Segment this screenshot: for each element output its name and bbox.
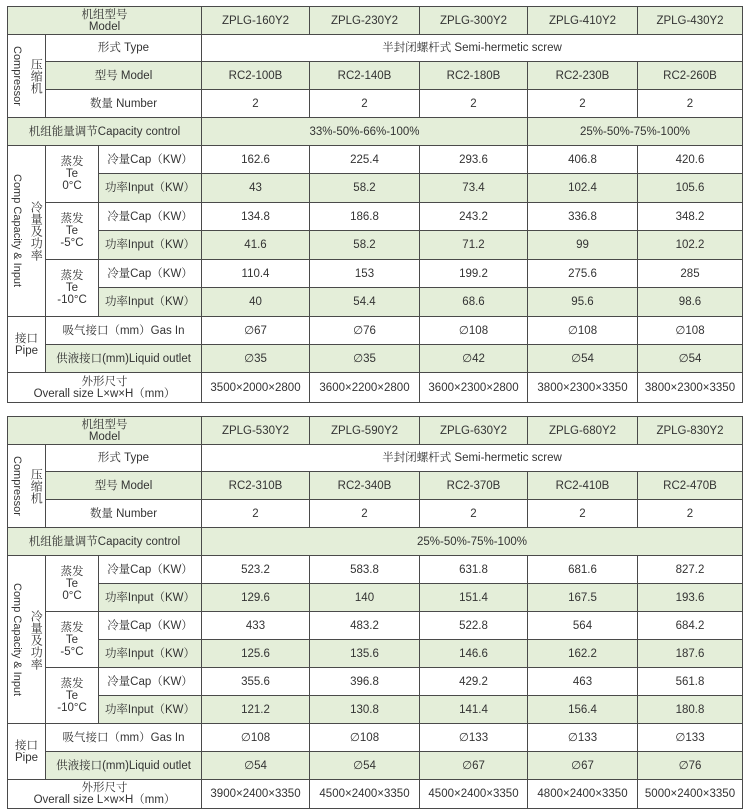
cap-cell: 463 (528, 668, 638, 696)
input-cell: 125.6 (202, 640, 310, 668)
evap-label: 蒸发 (60, 565, 84, 578)
evap-temp-cell (46, 668, 99, 724)
te-label: Te (65, 168, 79, 180)
te-label: Te (65, 633, 79, 646)
input-cell: 180.8 (638, 696, 743, 724)
comp-model-cell: RC2-370B (420, 472, 528, 500)
compressor-group (8, 445, 46, 528)
cap-cell: 564 (528, 612, 638, 640)
gas-in-label: 吸气接口（mm）Gas In (46, 317, 202, 345)
input-cell: 54.4 (310, 288, 420, 317)
model-header (8, 7, 202, 35)
comp-capacity-label-en: Comp Capacity & Input (10, 582, 23, 697)
comp-model-label: 型号 Model (46, 62, 202, 90)
cap-cell: 336.8 (528, 203, 638, 231)
input-cell: 58.2 (310, 174, 420, 203)
cap-cell: 285 (638, 260, 743, 288)
compressor-label-en: Compressor (10, 456, 23, 516)
cap-cell: 631.8 (420, 556, 528, 584)
input-label: 功率Input（KW） (99, 640, 202, 668)
pipe-label-cn: 接口 (15, 332, 38, 345)
evap-temp-cell (46, 203, 99, 260)
cap-cell: 681.6 (528, 556, 638, 584)
compressor-label-en: Compressor (10, 46, 23, 106)
cap-cell: 348.2 (638, 203, 743, 231)
liquid-out-cell: ∅54 (528, 345, 638, 373)
size-cell: 3800×2300×3350 (638, 373, 743, 403)
input-cell: 193.6 (638, 584, 743, 612)
perf-input-row (8, 174, 743, 203)
capacity-control-label: 机组能量调节Capacity control (8, 528, 202, 556)
cap-cell: 433 (202, 612, 310, 640)
input-cell: 102.2 (638, 231, 743, 260)
gas-in-cell: ∅108 (202, 724, 310, 752)
capacity-control-label: 机组能量调节Capacity control (8, 118, 202, 146)
size-label (8, 780, 202, 809)
liquid-out-row (8, 345, 743, 373)
cap-cell: 162.6 (202, 146, 310, 174)
size-cell: 3800×2300×3350 (528, 373, 638, 403)
number-cell: 2 (202, 500, 310, 528)
size-label-en: Overall size L×w×H（mm） (33, 794, 176, 806)
model-cell: ZPLG-410Y2 (528, 7, 638, 35)
number-row (8, 500, 743, 528)
cap-cell: 134.8 (202, 203, 310, 231)
number-cell: 2 (420, 500, 528, 528)
model-cell: ZPLG-230Y2 (310, 7, 420, 35)
model-label-cn: 机组型号 (81, 8, 128, 21)
gas-in-row (8, 317, 743, 345)
input-label: 功率Input（KW） (99, 584, 202, 612)
liquid-out-label: 供液接口(mm)Liquid outlet (46, 752, 202, 780)
model-cell: ZPLG-830Y2 (638, 417, 743, 445)
cap-cell: 429.2 (420, 668, 528, 696)
model-cell: ZPLG-680Y2 (528, 417, 638, 445)
cap-cell: 523.2 (202, 556, 310, 584)
input-cell: 135.6 (310, 640, 420, 668)
number-cell: 2 (638, 90, 743, 118)
input-cell: 162.2 (528, 640, 638, 668)
evap-temp: -10°C (57, 294, 87, 306)
cap-label: 冷量Cap（KW） (99, 556, 202, 584)
gas-in-cell: ∅133 (638, 724, 743, 752)
pipe-label-cn: 接口 (15, 739, 38, 752)
input-cell: 102.4 (528, 174, 638, 203)
cap-label: 冷量Cap（KW） (99, 612, 202, 640)
cap-cell: 827.2 (638, 556, 743, 584)
evap-temp-cell (46, 260, 99, 317)
type-row (8, 445, 743, 472)
cap-cell: 293.6 (420, 146, 528, 174)
size-label (8, 373, 202, 403)
gas-in-cell: ∅133 (420, 724, 528, 752)
number-row (8, 90, 743, 118)
te-label: Te (65, 282, 79, 294)
perf-cap-row (8, 203, 743, 231)
cap-cell: 355.6 (202, 668, 310, 696)
model-cell: ZPLG-160Y2 (202, 7, 310, 35)
liquid-out-cell: ∅35 (310, 345, 420, 373)
spec-table-1 (7, 6, 743, 403)
evap-label: 蒸发 (60, 213, 84, 225)
input-cell: 68.6 (420, 288, 528, 317)
liquid-out-cell: ∅67 (528, 752, 638, 780)
cap-cell: 153 (310, 260, 420, 288)
gas-in-cell: ∅76 (310, 317, 420, 345)
liquid-out-cell: ∅54 (638, 345, 743, 373)
input-cell: 156.4 (528, 696, 638, 724)
comp-model-cell: RC2-410B (528, 472, 638, 500)
comp-model-cell: RC2-100B (202, 62, 310, 90)
input-cell: 130.8 (310, 696, 420, 724)
comp-capacity-group (8, 146, 46, 317)
comp-model-cell: RC2-470B (638, 472, 743, 500)
input-cell: 43 (202, 174, 310, 203)
number-cell: 2 (528, 90, 638, 118)
model-cell: ZPLG-630Y2 (420, 417, 528, 445)
cap-label: 冷量Cap（KW） (99, 146, 202, 174)
evap-temp-cell (46, 146, 99, 203)
perf-cap-row (8, 668, 743, 696)
pipe-label-en: Pipe (14, 344, 39, 357)
perf-input-row (8, 288, 743, 317)
te-label: Te (65, 225, 79, 237)
cap-cell: 396.8 (310, 668, 420, 696)
gas-in-cell: ∅108 (420, 317, 528, 345)
gas-in-cell: ∅67 (202, 317, 310, 345)
evap-temp-cell (46, 556, 99, 612)
number-cell: 2 (202, 90, 310, 118)
input-cell: 95.6 (528, 288, 638, 317)
comp-capacity-group (8, 556, 46, 724)
perf-input-row (8, 231, 743, 260)
size-cell: 4500×2400×3350 (420, 780, 528, 809)
perf-input-row (8, 584, 743, 612)
gas-in-cell: ∅133 (528, 724, 638, 752)
input-cell: 98.6 (638, 288, 743, 317)
input-cell: 187.6 (638, 640, 743, 668)
model-row (8, 7, 743, 35)
cap-label: 冷量Cap（KW） (99, 668, 202, 696)
capacity-control-row (8, 118, 743, 146)
input-label: 功率Input（KW） (99, 696, 202, 724)
evap-label: 蒸发 (60, 621, 84, 634)
input-cell: 151.4 (420, 584, 528, 612)
te-label: Te (65, 577, 79, 590)
capacity-control-value: 33%-50%-66%-100% (202, 118, 528, 146)
size-cell: 3900×2400×3350 (202, 780, 310, 809)
perf-cap-row (8, 612, 743, 640)
input-cell: 129.6 (202, 584, 310, 612)
number-label: 数量 Number (46, 500, 202, 528)
comp-model-cell: RC2-230B (528, 62, 638, 90)
model-header (8, 417, 202, 445)
liquid-out-cell: ∅42 (420, 345, 528, 373)
comp-model-cell: RC2-140B (310, 62, 420, 90)
cap-cell: 483.2 (310, 612, 420, 640)
comp-capacity-label-en: Comp Capacity & Input (10, 174, 23, 288)
input-cell: 146.6 (420, 640, 528, 668)
cap-cell: 583.8 (310, 556, 420, 584)
model-cell: ZPLG-430Y2 (638, 7, 743, 35)
comp-model-cell: RC2-310B (202, 472, 310, 500)
evap-temp: -5°C (60, 645, 84, 658)
comp-capacity-label-cn: 冷量及功率 (29, 201, 44, 261)
model-cell: ZPLG-300Y2 (420, 7, 528, 35)
cap-cell: 522.8 (420, 612, 528, 640)
cap-cell: 110.4 (202, 260, 310, 288)
cap-cell: 243.2 (420, 203, 528, 231)
te-label: Te (65, 689, 79, 702)
model-row (8, 417, 743, 445)
cap-cell: 186.8 (310, 203, 420, 231)
input-cell: 58.2 (310, 231, 420, 260)
compressor-label-cn: 压缩机 (29, 468, 44, 504)
input-cell: 73.4 (420, 174, 528, 203)
compressor-group (8, 35, 46, 118)
evap-temp-cell (46, 612, 99, 668)
cap-cell: 406.8 (528, 146, 638, 174)
liquid-out-cell: ∅54 (310, 752, 420, 780)
type-row (8, 35, 743, 62)
input-label: 功率Input（KW） (99, 231, 202, 260)
capacity-control-value: 25%-50%-75%-100% (202, 528, 743, 556)
number-cell: 2 (310, 500, 420, 528)
comp-model-cell: RC2-180B (420, 62, 528, 90)
model-cell: ZPLG-590Y2 (310, 417, 420, 445)
capacity-control-value: 25%-50%-75%-100% (528, 118, 743, 146)
input-cell: 141.4 (420, 696, 528, 724)
gas-in-cell: ∅108 (528, 317, 638, 345)
input-cell: 41.6 (202, 231, 310, 260)
cap-cell: 275.6 (528, 260, 638, 288)
input-cell: 99 (528, 231, 638, 260)
cap-label: 冷量Cap（KW） (99, 203, 202, 231)
evap-label: 蒸发 (60, 156, 84, 168)
cap-cell: 561.8 (638, 668, 743, 696)
input-label: 功率Input（KW） (99, 174, 202, 203)
capacity-control-row (8, 528, 743, 556)
comp-model-label: 型号 Model (46, 472, 202, 500)
perf-input-row (8, 696, 743, 724)
spec-table-2 (7, 416, 743, 809)
input-cell: 121.2 (202, 696, 310, 724)
compressor-label-cn: 压缩机 (29, 58, 44, 94)
pipe-label-en: Pipe (14, 751, 39, 764)
cap-cell: 225.4 (310, 146, 420, 174)
gas-in-label: 吸气接口（mm）Gas In (46, 724, 202, 752)
cap-cell: 199.2 (420, 260, 528, 288)
size-cell: 3500×2000×2800 (202, 373, 310, 403)
size-label-cn: 外形尺寸 (81, 782, 128, 794)
cap-cell: 420.6 (638, 146, 743, 174)
size-label-en: Overall size L×w×H（mm） (33, 387, 176, 400)
perf-input-row (8, 640, 743, 668)
perf-cap-row (8, 260, 743, 288)
comp-capacity-label-cn: 冷量及功率 (29, 609, 44, 670)
number-cell: 2 (310, 90, 420, 118)
size-row (8, 373, 743, 403)
evap-temp: -5°C (60, 237, 84, 249)
input-cell: 71.2 (420, 231, 528, 260)
evap-label: 蒸发 (60, 270, 84, 282)
evap-temp: -10°C (57, 701, 87, 714)
type-value: 半封闭螺杆式 Semi-hermetic screw (202, 445, 743, 472)
size-label-cn: 外形尺寸 (81, 375, 128, 388)
gas-in-row (8, 724, 743, 752)
model-cell: ZPLG-530Y2 (202, 417, 310, 445)
cap-label: 冷量Cap（KW） (99, 260, 202, 288)
size-cell: 3600×2200×2800 (310, 373, 420, 403)
perf-cap-row (8, 146, 743, 174)
number-label: 数量 Number (46, 90, 202, 118)
liquid-out-cell: ∅76 (638, 752, 743, 780)
number-cell: 2 (420, 90, 528, 118)
liquid-out-label: 供液接口(mm)Liquid outlet (46, 345, 202, 373)
comp-model-cell: RC2-260B (638, 62, 743, 90)
model-label-en: Model (88, 20, 121, 33)
perf-cap-row (8, 556, 743, 584)
size-cell: 5000×2400×3350 (638, 780, 743, 809)
liquid-out-cell: ∅54 (202, 752, 310, 780)
type-label: 形式 Type (46, 35, 202, 62)
gas-in-cell: ∅108 (310, 724, 420, 752)
input-cell: 40 (202, 288, 310, 317)
evap-temp: 0°C (62, 589, 82, 602)
evap-temp: 0°C (62, 180, 82, 192)
pipe-group (8, 317, 46, 373)
size-cell: 4500×2400×3350 (310, 780, 420, 809)
model-label-cn: 机组型号 (81, 418, 128, 431)
liquid-out-cell: ∅67 (420, 752, 528, 780)
size-cell: 4800×2400×3350 (528, 780, 638, 809)
comp-model-cell: RC2-340B (310, 472, 420, 500)
size-row (8, 780, 743, 809)
evap-label: 蒸发 (60, 677, 84, 690)
input-cell: 105.6 (638, 174, 743, 203)
liquid-out-row (8, 752, 743, 780)
number-cell: 2 (638, 500, 743, 528)
type-value: 半封闭螺杆式 Semi-hermetic screw (202, 35, 743, 62)
comp-model-row (8, 472, 743, 500)
gas-in-cell: ∅108 (638, 317, 743, 345)
pipe-group (8, 724, 46, 780)
model-label-en: Model (88, 430, 121, 443)
number-cell: 2 (528, 500, 638, 528)
liquid-out-cell: ∅35 (202, 345, 310, 373)
cap-cell: 684.2 (638, 612, 743, 640)
type-label: 形式 Type (46, 445, 202, 472)
input-label: 功率Input（KW） (99, 288, 202, 317)
input-cell: 140 (310, 584, 420, 612)
input-cell: 167.5 (528, 584, 638, 612)
comp-model-row (8, 62, 743, 90)
size-cell: 3600×2300×2800 (420, 373, 528, 403)
